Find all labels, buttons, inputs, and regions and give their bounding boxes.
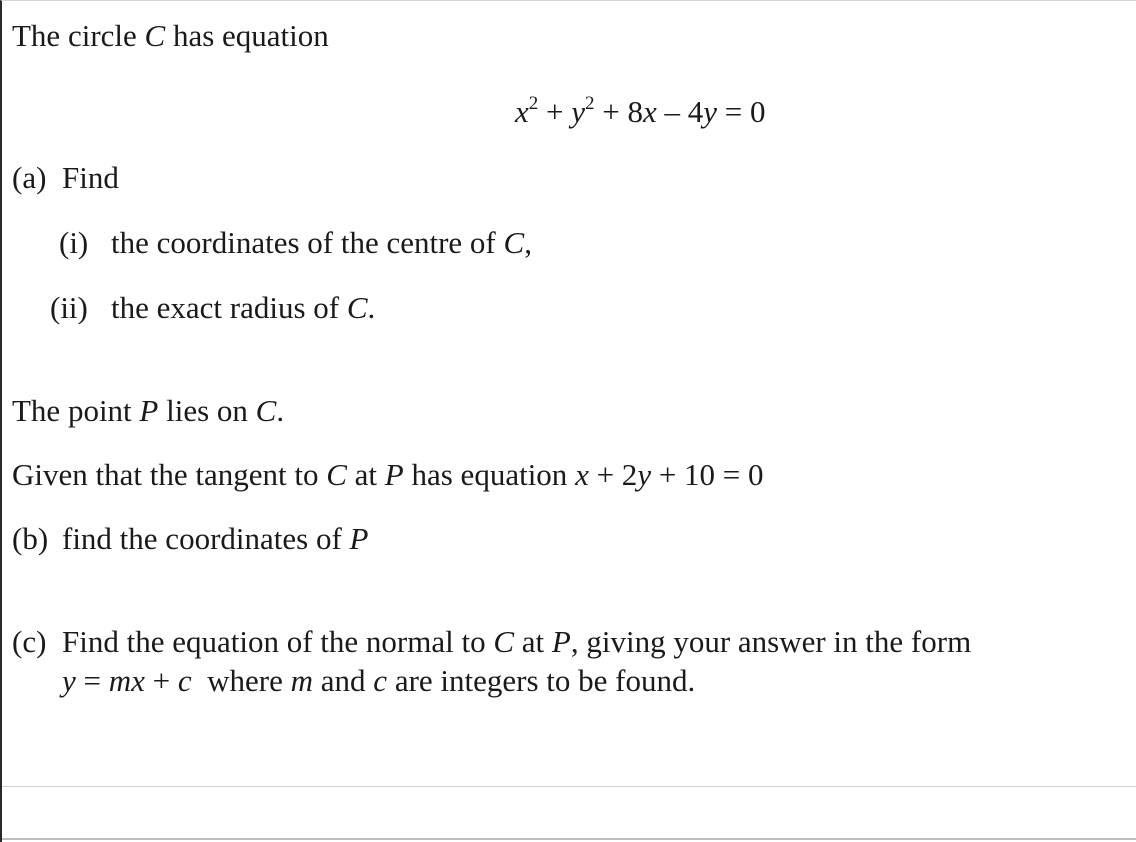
part-a: (a) Find xyxy=(12,160,119,195)
part-c-form: y = mx + c where m and c are integers to be found. xyxy=(62,663,696,698)
answer-line-bottom xyxy=(2,838,1136,840)
part-a-label: (a) xyxy=(12,160,47,195)
part-b-label: (b) xyxy=(12,521,49,556)
intro-line: The circle C has equation xyxy=(12,18,329,53)
part-a-i-label: (i) xyxy=(59,225,89,260)
part-a-i: (i) the coordinates of the centre of C, xyxy=(59,225,532,260)
circle-equation: $x^2 + y^2 + 8x - 4y = 0$ xyxy=(515,93,766,129)
part-a-ii: (ii) the exact radius of C. xyxy=(50,290,376,325)
part-a-ii-label: (ii) xyxy=(50,290,88,325)
part-c: (c) Find the equation of the normal to C at P, giving your answer in the form xyxy=(12,624,972,659)
answer-line xyxy=(2,786,1136,787)
tangent-statement: Given that the tangent to C at P has equation x + 2y + 10 = 0 xyxy=(12,457,764,492)
part-c-label: (c) xyxy=(12,624,47,659)
point-statement: The point P lies on C. xyxy=(12,393,285,428)
part-b: (b) find the coordinates of P xyxy=(12,521,369,556)
